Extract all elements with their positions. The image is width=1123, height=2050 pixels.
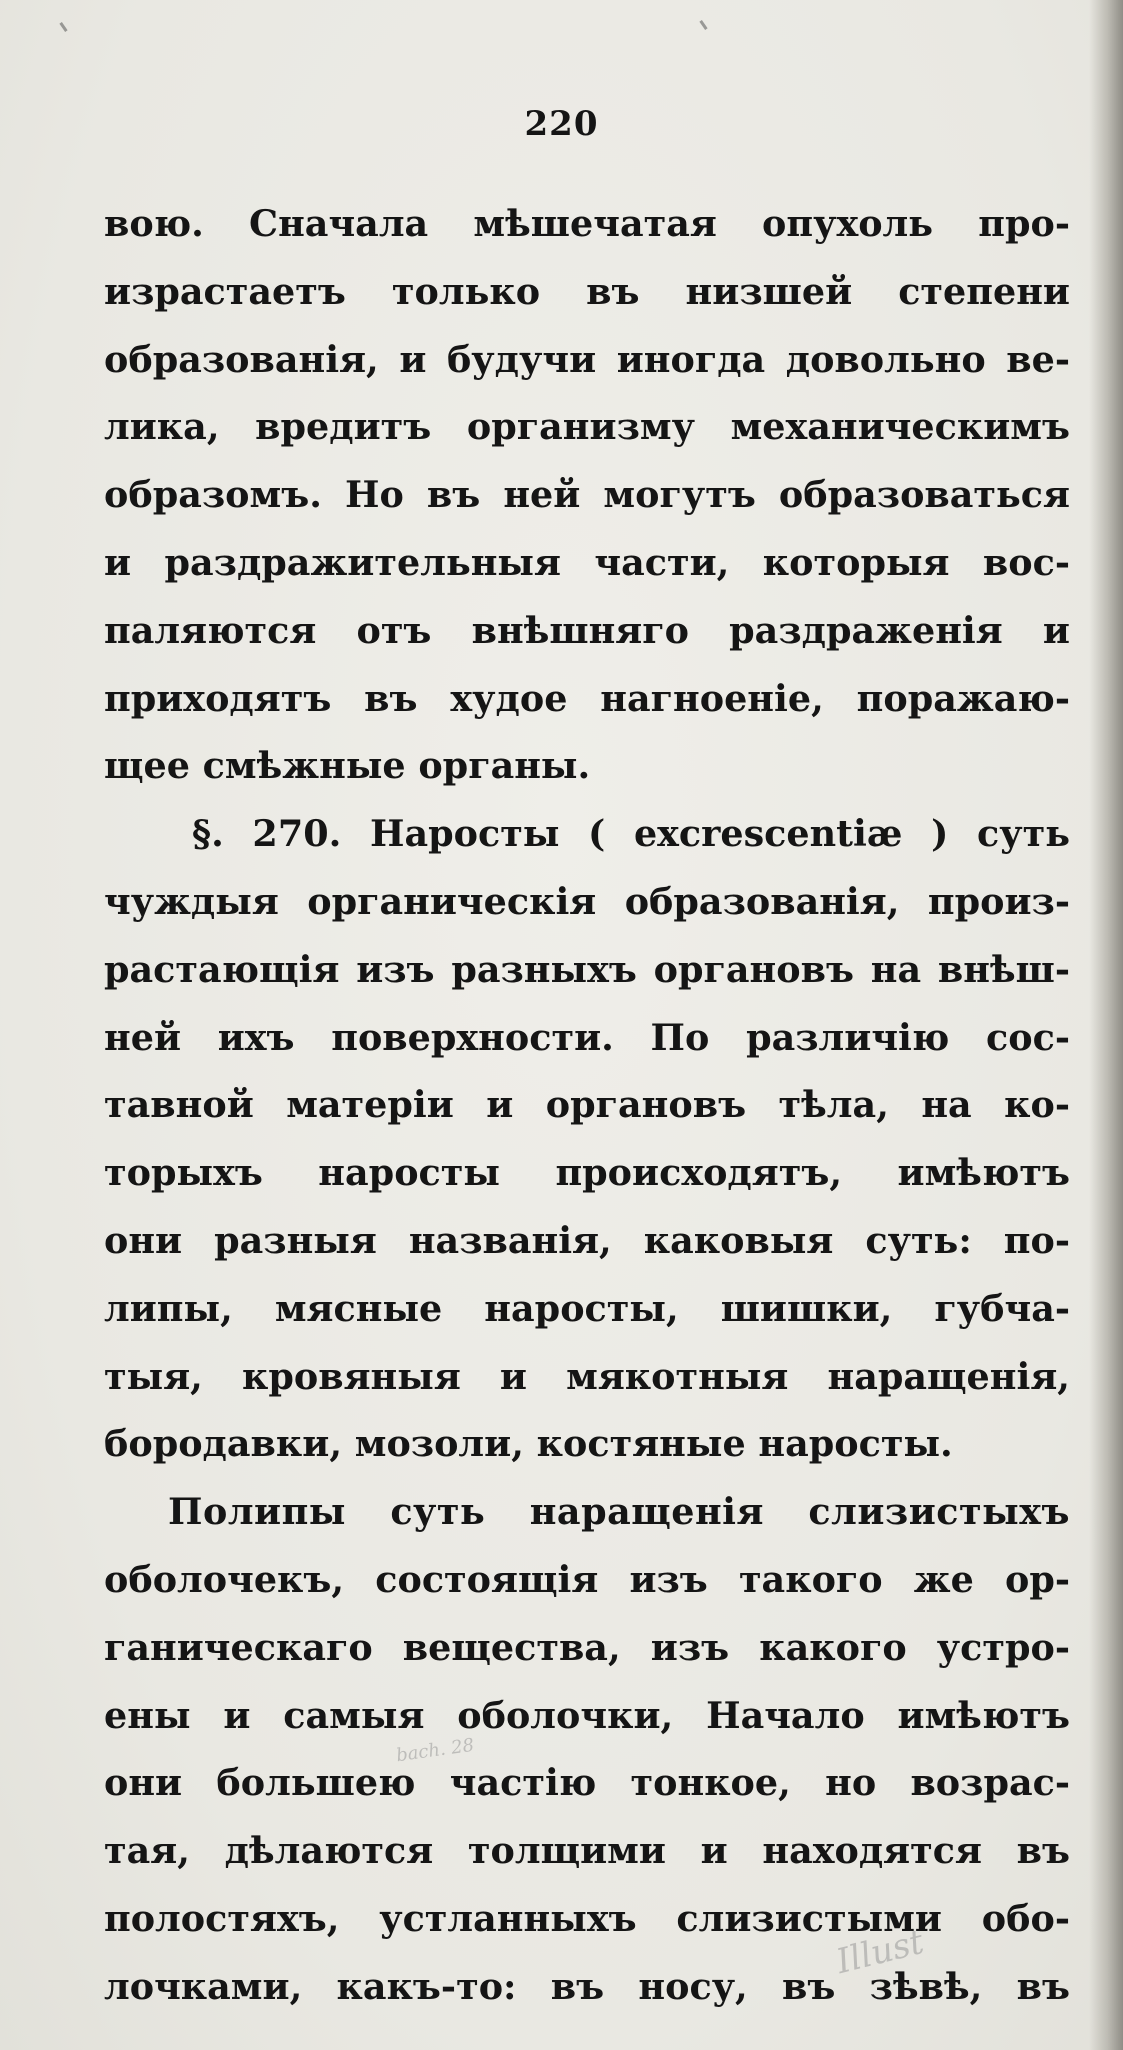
text-line: ней ихъ поверхности. По различію сос- [104,1015,1070,1059]
ink-speck [59,22,67,32]
text-line: чуждыя органическія образованія, произ- [104,879,1070,923]
text-line: приходятъ въ худое нагноеніе, поражаю- [104,676,1070,720]
text-line: вою. Сначала мѣшечатая опухоль про- [104,202,1070,245]
text-line: лочками, какъ-то: въ носу, въ зѣвѣ, въ [104,1964,1070,2008]
ink-speck [699,20,707,30]
body-text [104,190,1070,2021]
text-line: тая, дѣлаются толщими и находятся въ [104,1829,1070,1873]
text-line: образомъ. Но въ ней могутъ образоваться [104,473,1070,517]
text-line: паляются отъ внѣшняго раздраженія и [104,608,1070,652]
text-line: и раздражительныя части, которыя вос- [104,540,1070,584]
text-line: израстаетъ только въ низшей степени [104,269,1070,313]
text-line: тавной матеріи и органовъ тѣла, на ко- [104,1083,1070,1127]
text-line: бородавки, мозоли, костяные наросты. [104,1422,953,1466]
paragraph-first-line: Полипы суть наращенія слизистыхъ [168,1490,1070,1534]
pencil-annotation: bach. 28 [394,1734,476,1767]
section-heading-line: §. 270. Наросты ( excrescentiæ ) суть [192,812,1070,856]
text-line: они большею частію тонкое, но возрас- [104,1761,1070,1805]
text-line: ены и самыя оболочки, Начало имѣютъ [104,1693,1070,1737]
text-line: полостяхъ, устланныхъ слизистыми обо- [104,1896,1070,1940]
text-line: ганическаго вещества, изъ какого устро- [104,1625,1070,1669]
text-line: лика, вредитъ организму механическимъ [104,405,1070,449]
text-line: оболочекъ, состоящія изъ такого же ор- [104,1557,1070,1601]
page-edge-shadow [1089,0,1123,2050]
pencil-annotation: Illust [832,1921,928,1983]
text-line: липы, мясные наросты, шишки, губча- [104,1286,1070,1330]
text-line: тыя, кровяныя и мякотныя наращенія, [104,1354,1070,1398]
text-line: они разныя названія, каковыя суть: по- [104,1218,1070,1262]
text-line: щее смѣжные органы. [104,744,591,788]
page-number: 220 [524,104,599,144]
text-line: образованія, и будучи иногда довольно ве- [104,337,1070,381]
text-line: торыхъ наросты происходятъ, имѣютъ [104,1151,1070,1195]
text-line: растающія изъ разныхъ органовъ на внѣш- [104,947,1070,991]
